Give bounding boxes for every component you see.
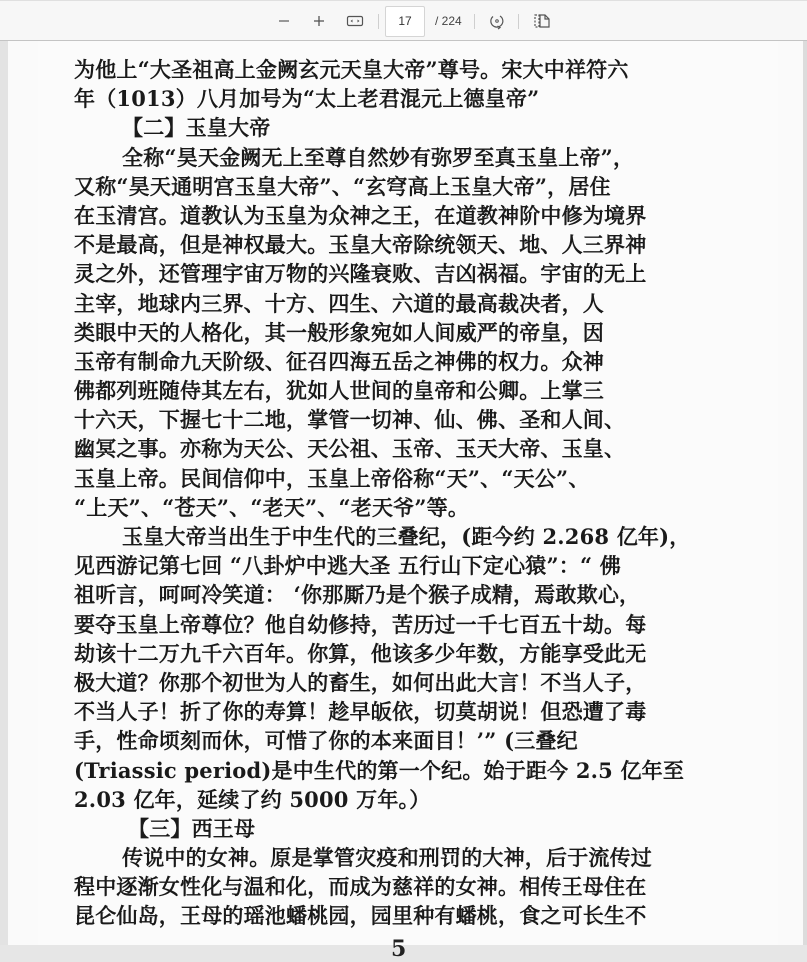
text-line: 在玉清宫。道教认为玉皇为众神之王，在道教神阶中修为境界	[74, 202, 647, 228]
section-heading: 【二】玉皇大帝	[122, 115, 271, 141]
toolbar-divider	[474, 14, 475, 29]
text-line: 幽冥之事。亦称为天公、天公祖、玉帝、玉天大帝、玉皇、	[74, 436, 626, 462]
text-line: 十六天，下握七十二地，掌管一切神、仙、佛、圣和人间、	[74, 407, 626, 433]
page-view-button[interactable]	[528, 7, 556, 35]
fit-width-icon	[346, 14, 364, 28]
text-line: 主宰，地球内三界、十方、四生、六道的最高裁决者，人	[74, 290, 604, 316]
text-line: (Triassic period)是中生代的第一个纪。始于距今 2.5 亿年至	[74, 757, 685, 783]
text-line: 要夺玉皇上帝尊位？他自幼修持，苦历过一千七百五十劫。每	[74, 611, 647, 637]
text-line: “上天”、“苍天”、“老天”、“老天爷”等。	[74, 494, 470, 520]
plus-icon	[312, 14, 326, 28]
minus-icon	[277, 14, 291, 28]
text-line: 玉帝有制命九天阶级、征召四海五岳之神佛的权力。众神	[74, 348, 604, 374]
text-line: 极大道？你那个初世为人的畜生，如何出此大言！不当人子，	[74, 669, 647, 695]
text-line: 类眼中天的人格化，其一般形象宛如人间威严的帝皇，因	[74, 319, 604, 345]
zoom-in-button[interactable]	[305, 7, 333, 35]
page-number-input[interactable]: 17	[385, 6, 425, 37]
fit-to-width-button[interactable]	[341, 7, 369, 35]
text-line: 祖听言，呵呵冷笑道： ‘你那厮乃是个猴子成精，焉敢欺心，	[74, 582, 641, 608]
total-pages-label: / 224	[435, 14, 462, 28]
text-line: 又称“昊天通明宫玉皇大帝”、“玄穹高上玉皇大帝”，居住	[74, 173, 611, 199]
rotate-button[interactable]	[483, 7, 511, 35]
page-text	[74, 55, 734, 931]
text-line: 年（1013）八月加号为“太上老君混元上德皇帝”	[74, 86, 540, 112]
page-number: 5	[391, 936, 407, 962]
text-line: 手，性命顷刻而休，可惜了你的本来面目！’” (三叠纪	[74, 728, 578, 754]
page-view-icon	[533, 13, 551, 29]
vertical-scrollbar[interactable]	[803, 41, 807, 945]
rotate-icon	[488, 12, 506, 30]
pdf-toolbar	[0, 0, 807, 41]
text-line: 劫该十二万九千六百年。你算，他该多少年数，方能享受此无	[74, 640, 647, 666]
zoom-out-button[interactable]	[270, 7, 298, 35]
text-line: 见西游记第七回 “八卦炉中逃大圣 五行山下定心猿”：“ 佛	[74, 553, 621, 579]
section-heading: 【三】西王母	[128, 815, 256, 841]
text-line: 程中逐渐女性化与温和化，而成为慈祥的女神。相传王母住在	[74, 874, 647, 900]
document-viewer[interactable]	[0, 41, 807, 962]
text-line: 不当人子！折了你的寿算！趁早皈依，切莫胡说！但恐遭了毒	[74, 699, 647, 725]
text-line: 灵之外，还管理宇宙万物的兴隆衰败、吉凶祸福。宇宙的无上	[74, 261, 647, 287]
text-line: 昆仑仙岛，王母的瑶池蟠桃园，园里种有蟠桃，食之可长生不	[74, 903, 647, 929]
text-line: 2.03 亿年，延续了约 5000 万年。）	[74, 786, 431, 812]
toolbar-divider	[518, 14, 519, 29]
text-line: 佛都列班随侍其左右，犹如人世间的皇帝和公卿。上掌三	[74, 378, 604, 404]
toolbar-divider	[378, 14, 379, 29]
text-line: 为他上“大圣祖高上金阙玄元天皇大帝”尊号。宋大中祥符六	[74, 57, 629, 82]
text-line: 玉皇大帝当出生于中生代的三叠纪，(距今约 2.268 亿年)，	[122, 524, 691, 549]
text-line: 全称“昊天金阙无上至尊自然妙有弥罗至真玉皇上帝”，	[122, 144, 635, 170]
text-line: 不是最高，但是神权最大。玉皇大帝除统领天、地、人三界神	[74, 232, 647, 258]
text-line: 玉皇上帝。民间信仰中，玉皇上帝俗称“天”、“天公”、	[74, 465, 590, 491]
text-line: 传说中的女神。原是掌管灾疫和刑罚的大神，后于流传过	[122, 845, 652, 871]
